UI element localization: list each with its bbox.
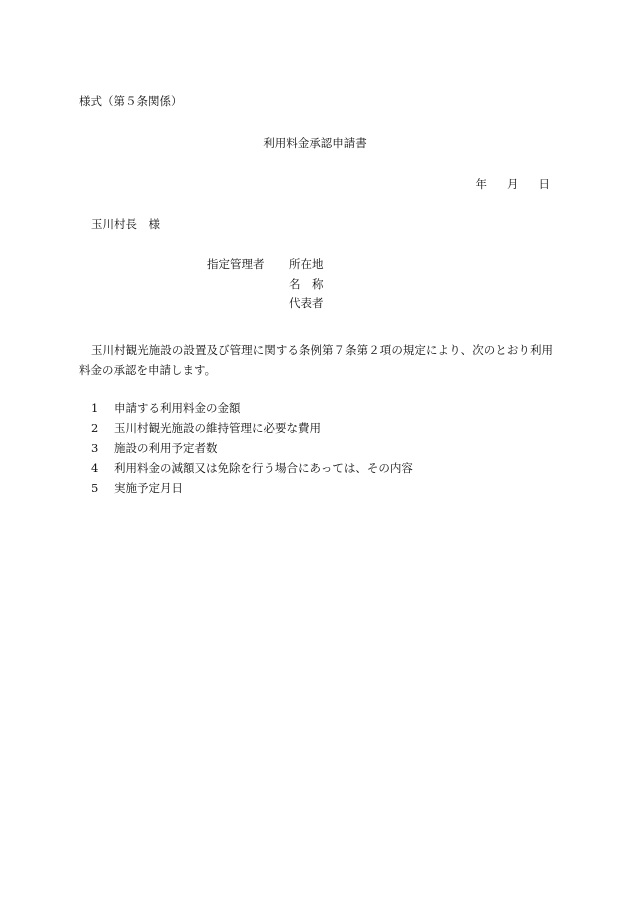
item-list xyxy=(91,398,413,498)
item-text: 実施予定月日 xyxy=(114,481,183,495)
representative-label: 代表者 xyxy=(289,296,324,310)
item-number: 3 xyxy=(91,441,99,455)
item-text: 申請する利用料金の金額 xyxy=(114,401,241,415)
list-item xyxy=(91,458,413,478)
item-number: 1 xyxy=(91,401,99,415)
name-label: 名 称 xyxy=(289,277,324,291)
list-item xyxy=(91,478,413,498)
document-title: 利用料金承認申請書 xyxy=(263,136,367,150)
list-item xyxy=(91,398,413,418)
address-label: 所在地 xyxy=(289,257,324,271)
list-item xyxy=(91,418,413,438)
date-year-label: 年 xyxy=(475,177,487,191)
item-text: 玉川村観光施設の維持管理に必要な費用 xyxy=(114,421,321,435)
form-label: 様式（第５条関係） xyxy=(79,94,183,108)
date-day-label: 日 xyxy=(538,177,550,191)
item-number: 4 xyxy=(91,461,99,475)
date-line xyxy=(476,179,551,191)
list-item xyxy=(91,438,413,458)
item-number: 5 xyxy=(91,481,99,495)
item-number: 2 xyxy=(91,421,99,435)
item-text: 利用料金の減額又は免除を行う場合にあっては、その内容 xyxy=(114,461,413,475)
item-text: 施設の利用予定者数 xyxy=(114,441,218,455)
body-paragraph: 玉川村観光施設の設置及び管理に関する条例第７条第２項の規定により、次のとおり利用料金の承認を申請します。 xyxy=(79,343,553,377)
applicant-label: 指定管理者 xyxy=(207,257,265,271)
date-month-label: 月 xyxy=(507,177,519,191)
addressee: 玉川村長 様 xyxy=(91,217,160,231)
